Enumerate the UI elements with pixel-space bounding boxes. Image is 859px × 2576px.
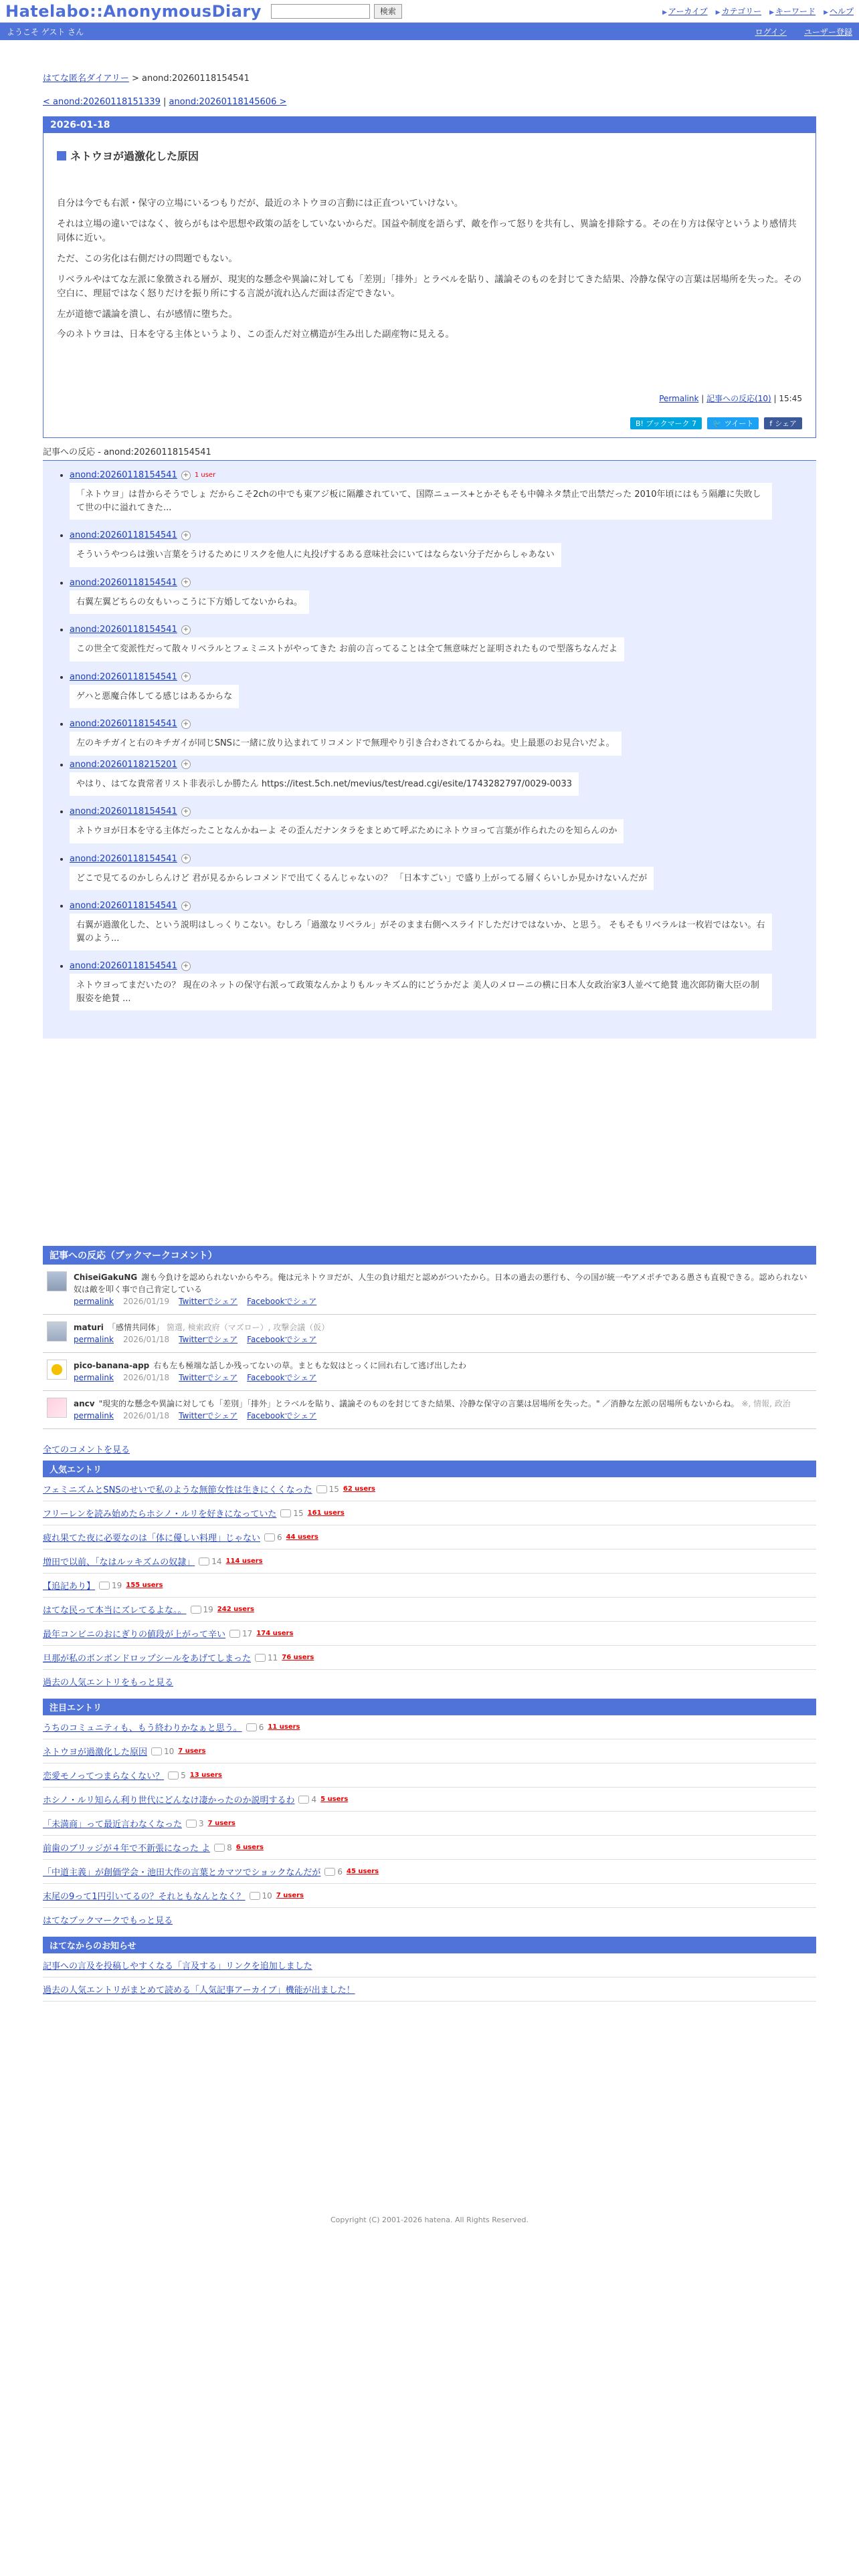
entry-link[interactable]: 末尾の9って1円引いてるの？それともなんとなく？ (43, 1892, 246, 1903)
bookmark-permalink[interactable]: permalink (74, 1297, 114, 1307)
share-buttons (57, 417, 802, 429)
entry-link[interactable]: 増田で以前、「なはルッキズムの奴隷」 (43, 1558, 195, 1568)
reaction-id-link[interactable]: • anond:20260118154541 (70, 625, 177, 635)
reaction-item (70, 470, 803, 520)
expand-icon[interactable]: + (181, 672, 191, 681)
reaction-item (70, 854, 803, 891)
reaction-item (70, 530, 803, 567)
reaction-head (70, 578, 803, 588)
reaction-id-link[interactable]: • anond:20260118154541 (70, 577, 177, 588)
bookmark-users-count[interactable]: 7 users (178, 1747, 206, 1755)
bookmark-users-count[interactable]: 7 users (276, 1892, 304, 1900)
all-comments-link[interactable]: 全てのコメントを見る (43, 1445, 130, 1456)
title-square-icon (57, 151, 66, 160)
register-link[interactable]: ユーザー登録 (803, 27, 852, 37)
comment-count[interactable]: 17 (229, 1629, 252, 1638)
bookmark-comment-text: 謝も今負けを認められないからやろ。俺は元ネトウヨだが、人生の負け組だと認めがついたから。日本の過去の悪行も、今の国が統一やアメポチである愚さも直視できる。認められない奴は敵を叩く事で自己肯定している (74, 1273, 807, 1295)
next-entry-link[interactable]: anond:20260118145606 > (169, 97, 287, 107)
entry-link[interactable]: ホシノ・ルリ知らん利り世代にどんなけ凄かったのか説明するわ (43, 1796, 295, 1806)
reactions-title: 記事への反応 - anond:20260118154541 (43, 445, 816, 461)
entry-list-item (43, 1715, 816, 1739)
bookmark-permalink[interactable]: permalink (74, 1373, 114, 1383)
bookmark-comment (43, 1265, 816, 1315)
bookmark-date: 2026/01/18 (123, 1411, 170, 1421)
reaction-item (70, 719, 803, 796)
twitter-bird-icon: 🐦 (712, 419, 722, 428)
bookmark-users-count[interactable]: 76 users (282, 1654, 314, 1662)
entry-paragraph: それは立場の違いではなく、彼らがもはや思想や政策の話をしていないからだ。国益や制度を語らず、敵を作って怒りを共有し、異論を排除する。その在り方は保守というより感情共同体に近い。 (57, 218, 797, 243)
expand-icon[interactable]: + (181, 962, 191, 971)
reaction-id-link[interactable]: • anond:20260118154541 (70, 853, 177, 864)
bookmark-twitter-share[interactable]: Twitterでシェア (179, 1373, 238, 1383)
bookmark-date: 2026/01/18 (123, 1335, 170, 1345)
entry-list-item (43, 1477, 816, 1501)
expand-icon[interactable]: + (181, 760, 191, 769)
entry-link[interactable]: 「未満商」って最近言わなくなった (43, 1820, 183, 1830)
entry-list-item (43, 1525, 816, 1549)
nested-reactions (70, 760, 803, 796)
news-item[interactable]: 記事への言及を投稿しやすくなる「言及する」リンクを追加しました (43, 1961, 312, 1972)
entry-paragraph: リベラルやはてな左派に象徴される層が、現実的な懸念や異論に対しても「差別」「排外」とラベルを貼り、議論そのものを封じてきた結果、冷静な保守の言葉は居場所を失った。その空白に、理屈ではなく怒りだけを振り所にする言説が流れ込んだ面は否定できない。 (57, 274, 802, 299)
bookmark-comment (43, 1391, 816, 1429)
reaction-text: そういうやつらは強い言葉をうけるためにリスクを他人に丸投げするある意味社会にいてはならない分子だからしゃあない (70, 543, 561, 567)
bookmark-comment (43, 1315, 816, 1353)
welcome-text: ようこそ ゲスト さん (7, 27, 84, 37)
bookmark-body (74, 1321, 329, 1346)
reactions-link[interactable]: 記事への反応(10) (706, 394, 771, 404)
prev-entry-link[interactable]: < anond:20260118151339 (43, 97, 161, 107)
user-avatar[interactable] (47, 1398, 67, 1418)
top-bar (0, 0, 859, 23)
nav-keyword[interactable]: ▶ キーワード (769, 5, 816, 17)
bookmark-users-count[interactable]: 13 users (189, 1772, 222, 1780)
facebook-share-label: シェア (775, 419, 797, 429)
entry-link[interactable]: うちのコミュニティも、もう終わりかなぁと思う。 (43, 1723, 242, 1734)
reaction-id-link[interactable]: • anond:20260118154541 (70, 671, 177, 682)
entry-text (57, 197, 802, 342)
bookmark-users-count[interactable]: 242 users (217, 1606, 254, 1614)
featured-entries-title: 注目エントリ (43, 1699, 816, 1715)
expand-icon[interactable]: + (181, 720, 191, 729)
expand-icon[interactable]: + (181, 807, 191, 817)
permalink-link[interactable]: Permalink (659, 394, 699, 404)
bookmark-user[interactable]: pico-banana-app (74, 1361, 150, 1371)
site-logo[interactable]: Hatelabo::AnonymousDiary (5, 1, 262, 21)
entry-list-item (43, 1501, 816, 1525)
bookmark-users-count[interactable]: 62 users (343, 1485, 376, 1493)
breadcrumb-sep: > (128, 74, 142, 84)
bookmark-comment-text: 右も左も極端な話しか残ってないの草。まともな奴はとっくに回れ右して逃げ出したわ (153, 1361, 467, 1371)
bookmark-comment (43, 1353, 816, 1391)
bookmark-comments-title: 記事への反応（ブックマークコメント） (43, 1246, 816, 1265)
comment-count[interactable]: 6 (246, 1723, 264, 1732)
meta-sep: | (698, 394, 707, 404)
entry-title-text: ネトウヨが過激化した原因 (70, 150, 199, 163)
reaction-head (70, 807, 803, 817)
bookmark-date: 2026/01/18 (123, 1373, 170, 1383)
comment-count[interactable]: 11 (255, 1653, 278, 1662)
bookmark-user[interactable]: ancv (74, 1399, 95, 1409)
bookmark-links (74, 1333, 329, 1346)
reaction-head (70, 625, 803, 635)
entry-list-item (43, 1574, 816, 1598)
entry-link[interactable]: 恋愛モノってつまらなくない？ (43, 1772, 165, 1782)
popular-entries-list (43, 1477, 816, 1670)
bookmark-users-count[interactable]: 155 users (126, 1582, 163, 1590)
entry-list-item (43, 1884, 816, 1908)
bookmark-permalink[interactable]: permalink (74, 1335, 114, 1345)
entry-paragraph: ただ、この劣化は右側だけの問題でもない。 (57, 253, 237, 264)
bookmark-users-count[interactable]: 44 users (286, 1533, 318, 1541)
bookmark-facebook-share[interactable]: Facebookでシェア (247, 1297, 317, 1307)
expand-icon[interactable]: + (181, 901, 191, 911)
entry-list-item (43, 1739, 816, 1763)
entry-section (43, 116, 816, 438)
tweet-label: ツイート (724, 419, 754, 429)
reaction-id-link[interactable]: • anond:20260118154541 (70, 961, 177, 972)
bookmark-users-count[interactable]: 11 users (268, 1723, 300, 1731)
top-nav (662, 5, 854, 17)
entry-list-item (43, 1812, 816, 1836)
footer-copyright: Copyright (C) 2001-2026 hatena. All Rights Reserved. (330, 2216, 529, 2225)
search-button[interactable]: 検索 (374, 4, 402, 19)
entry-pager (43, 97, 816, 107)
popular-more-link[interactable]: 過去の人気エントリをもっと見る (43, 1678, 174, 1689)
entry-time: 15:45 (779, 394, 802, 404)
reaction-head (70, 672, 803, 682)
comment-count[interactable]: 14 (199, 1557, 221, 1566)
expand-icon[interactable]: + (181, 471, 191, 480)
reaction-item (70, 672, 803, 709)
reaction-text: この世全て変派性だって散々リベラルとフェミニストがやってきた お前の言ってることは全て無意味だと証明されたもので型落ちなんだよ (70, 637, 624, 661)
breadcrumb-current: anond:20260118154541 (142, 74, 250, 84)
reaction-ul (70, 470, 803, 1010)
bookmark-links (74, 1372, 466, 1384)
entry-date: 2026-01-18 (43, 117, 816, 133)
bookmark-users-count[interactable]: 114 users (225, 1558, 263, 1566)
popular-entries-title: 人気エントリ (43, 1461, 816, 1477)
reaction-item (70, 760, 803, 796)
reaction-text: やはり、はてな貴常者リスト非表示しか勝たん https://itest.5ch.net/mevius/test/read.cgi/esite/1743282797/0029-0033 (70, 772, 579, 796)
entry-list-item (43, 1860, 816, 1884)
entry-meta (57, 393, 802, 404)
bookmark-users-count[interactable]: 161 users (307, 1509, 345, 1517)
entry-link[interactable]: 旦那が私のボンボンドロップシールをあげてしまった (43, 1654, 251, 1665)
expand-icon[interactable]: + (181, 854, 191, 863)
entry-link[interactable]: 「中道主義」が創価学会・池田大作の言葉とカマツでショックなんだが (43, 1868, 321, 1879)
comment-count[interactable]: 10 (250, 1891, 272, 1901)
entry-link[interactable]: 【追記あり】 (43, 1582, 96, 1592)
nav-archive[interactable]: ▶ アーカイブ (662, 5, 708, 17)
bookmark-users-count[interactable]: 174 users (256, 1630, 294, 1638)
bookmark-facebook-share[interactable]: Facebookでシェア (247, 1335, 317, 1345)
expand-icon[interactable]: + (181, 625, 191, 635)
comment-count[interactable]: 6 (324, 1867, 343, 1876)
bookmark-tags: ※, 情報, 政治 (741, 1399, 791, 1409)
bookmark-comment-text: 「感情共同体」 (107, 1323, 164, 1333)
bookmark-comment-text: "現実的な懸念や異論に対しても「差別」「排外」とラベルを貼り、議論そのものを封じてきた結果、冷静な保守の言葉は居場所を失った。" ／消静な左派の居場所もないからね。 (98, 1399, 739, 1409)
pager-sep: | (160, 97, 169, 107)
bookmark-tags: 箇選, 検索政府（マズロー）, 攻撃会議（仮） (166, 1323, 330, 1333)
bookmark-body (74, 1271, 812, 1307)
nav-help[interactable]: ▶ ヘルプ (824, 5, 854, 17)
bookmark-line (74, 1398, 791, 1410)
reaction-text: ゲハと悪魔合体してる感じはあるからな (70, 685, 239, 709)
user-avatar[interactable] (47, 1271, 67, 1291)
comment-count[interactable]: 15 (316, 1485, 339, 1494)
meta-sep: | (771, 394, 779, 404)
comment-count[interactable]: 5 (168, 1771, 186, 1780)
reaction-id-link[interactable]: • anond:20260118154541 (70, 901, 177, 911)
reaction-text: ネトウヨが日本を守る主体だったことなんかねーよ その歪んだナンタラをまとめて呼ぶためにネトウヨって言葉が作られたのを知らんのか (70, 819, 624, 843)
bookmark-user[interactable]: maturi (74, 1323, 104, 1333)
login-link[interactable]: ログイン (755, 27, 787, 37)
user-avatar[interactable] (47, 1360, 67, 1380)
entry-paragraph: 左が道徳で議論を潰し、右が感情に堕ちた。 (57, 308, 237, 320)
reaction-head (70, 530, 803, 540)
entry-list-item (43, 1763, 816, 1788)
comment-count[interactable]: 10 (151, 1747, 174, 1756)
bookmark-links (74, 1295, 812, 1307)
bookmark-twitter-share[interactable]: Twitterでシェア (179, 1297, 238, 1307)
comment-count[interactable]: 19 (99, 1581, 122, 1590)
comment-count[interactable]: 4 (298, 1795, 316, 1804)
reaction-item (70, 625, 803, 661)
reaction-head (70, 719, 803, 729)
comment-count[interactable]: 6 (264, 1533, 282, 1542)
reaction-text: 「ネトウヨ」は昔からそうでしょ だからこそ2chの中でも東アジ板に隔離されていて、国際ニュース+とかそもそも中韓ネタ禁止で出禁だった 2010年頃にはもう隔離に失敗して世の中に溢れてきた... (70, 483, 772, 520)
facebook-f-icon: f (769, 419, 773, 428)
reaction-head (70, 961, 803, 971)
reaction-item (70, 961, 803, 1010)
bookmark-body (74, 1398, 791, 1422)
breadcrumb (43, 71, 816, 84)
bookmark-user[interactable]: ChiseiGakuNG (74, 1273, 138, 1283)
main-content (43, 71, 816, 2224)
reaction-item (70, 578, 803, 615)
reaction-item (70, 901, 803, 950)
entry-link[interactable]: 前歯のブリッジが４年で不新張になった よ (43, 1844, 211, 1854)
bookmark-twitter-share[interactable]: Twitterでシェア (179, 1335, 238, 1345)
reaction-id-link[interactable]: • anond:20260118154541 (70, 530, 177, 541)
news-item[interactable]: 過去の人気エントリがまとめて読める「人気記事アーカイブ」機能が出ました！ (43, 1985, 355, 1996)
hatena-bookmark-button[interactable]: B! ブックマーク 7 (630, 417, 702, 429)
bookmark-comments-list (43, 1265, 816, 1429)
reaction-users-count[interactable]: 1 user (194, 471, 216, 479)
bookmark-users-count[interactable]: 45 users (347, 1868, 379, 1876)
bookmark-body (74, 1360, 466, 1384)
expand-icon[interactable]: + (181, 531, 191, 540)
entry-link[interactable]: 最年コンビニのおにぎりの値段が上がって辛い (43, 1630, 226, 1640)
reaction-id-link[interactable]: • anond:20260118154541 (70, 807, 177, 817)
reaction-id-link[interactable]: • anond:20260118154541 (70, 719, 177, 730)
entry-list-item (43, 1788, 816, 1812)
bookmark-users-count[interactable]: 6 users (235, 1844, 264, 1852)
comment-count[interactable]: 3 (186, 1819, 204, 1828)
reaction-id-link[interactable]: • anond:20260118154541 (70, 470, 177, 481)
reaction-item (70, 807, 803, 843)
bookmark-date: 2026/01/19 (123, 1297, 170, 1307)
reaction-head (70, 901, 803, 911)
comment-count[interactable]: 15 (280, 1509, 303, 1518)
entry-link[interactable]: はてな民って本当にズレてるよな。。 (43, 1606, 187, 1616)
entry-list-item (43, 1622, 816, 1646)
bookmark-permalink[interactable]: permalink (74, 1411, 114, 1421)
nav-category[interactable]: ▶ カテゴリー (716, 5, 761, 17)
entry-list-item (43, 1598, 816, 1622)
reaction-text: 右翼左翼どちらの女もいっこうに下方婚してないからね。 (70, 591, 309, 615)
bookmark-line (74, 1321, 329, 1333)
reaction-head (70, 760, 803, 770)
expand-icon[interactable]: + (181, 578, 191, 587)
entry-link[interactable]: 疲れ果てた夜に必要なのは「体に優しい料理」じゃない (43, 1533, 261, 1544)
entry-list-item (43, 1646, 816, 1670)
bookmark-users-count[interactable]: 5 users (320, 1796, 349, 1804)
entry-title (57, 148, 802, 163)
featured-more-link[interactable]: はてなブックマークでもっと見る (43, 1916, 173, 1927)
bookmark-facebook-share[interactable]: Facebookでシェア (247, 1411, 317, 1421)
news-title: はてなからのお知らせ (43, 1937, 816, 1953)
facebook-share-button[interactable] (764, 417, 802, 429)
reaction-text: 左のキチガイと右のキチガイが同じSNSに一緒に放り込まれてリコメンドで無理やり引き合わされてるからね。史上最悪のお見合いだよ。 (70, 732, 622, 756)
entry-link[interactable]: フェミニズムとSNSのせいで私のような無節女性は生きにくくなった (43, 1485, 312, 1496)
reaction-id-link[interactable]: • anond:20260118215201 (70, 759, 177, 770)
user-avatar[interactable] (47, 1321, 67, 1341)
reaction-text: 右翼が過激化した、という説明はしっくりこない。むしろ「過激なリベラル」がそのまま右側へスライドしただけではないか、と思う。 そもそもリベラルは一枚岩ではない。右翼のよう... (70, 914, 772, 950)
tweet-button[interactable] (707, 417, 759, 429)
reaction-head (70, 854, 803, 864)
comment-count[interactable]: 19 (191, 1605, 213, 1614)
bookmark-line (74, 1360, 466, 1372)
entry-paragraph: 今のネトウヨは、日本を守る主体というより、この歪んだ対立構造が生み出した副産物に見える。 (57, 329, 454, 340)
bookmark-users-count[interactable]: 7 users (207, 1820, 235, 1828)
search-input[interactable] (271, 4, 370, 19)
breadcrumb-root[interactable]: はてな匿名ダイアリー (43, 74, 129, 84)
comment-count[interactable]: 8 (214, 1843, 232, 1852)
bookmark-links (74, 1410, 791, 1422)
bookmark-line (74, 1271, 812, 1295)
entry-paragraph: 自分は今でも右派・保守の立場にいるつもりだが、最近のネトウヨの言動には正直ついていけない。 (57, 198, 464, 209)
entry-list-item (43, 1549, 816, 1574)
entry-link[interactable]: フリーレンを読み始めたらホシノ・ルリを好きになっていた (43, 1509, 277, 1520)
entry-list-item (43, 1836, 816, 1860)
bookmark-facebook-share[interactable]: Facebookでシェア (247, 1373, 317, 1383)
entry-link[interactable]: ネトウヨが過激化した原因 (43, 1747, 148, 1758)
featured-entries-list (43, 1715, 816, 1908)
user-bar (0, 23, 859, 40)
reactions-list (43, 461, 816, 1039)
bookmark-twitter-share[interactable]: Twitterでシェア (179, 1411, 238, 1421)
reaction-text: ネトウヨってまだいたの？ 現在のネットの保守右派って政策なんかよりもルッキズム的にどうかだよ 美人のメローニの横に日本人女政治家3人並べて絶賛 進次郎防衛大臣の制服姿を絶賛 ... (70, 974, 772, 1010)
reaction-text: どこで見てるのかしらんけど 君が見るからレコメンドで出てくるんじゃないの？ 「日本すごい」で盛り上がってる層くらいしか見かけないんだが (70, 867, 654, 891)
reaction-head (70, 470, 803, 480)
